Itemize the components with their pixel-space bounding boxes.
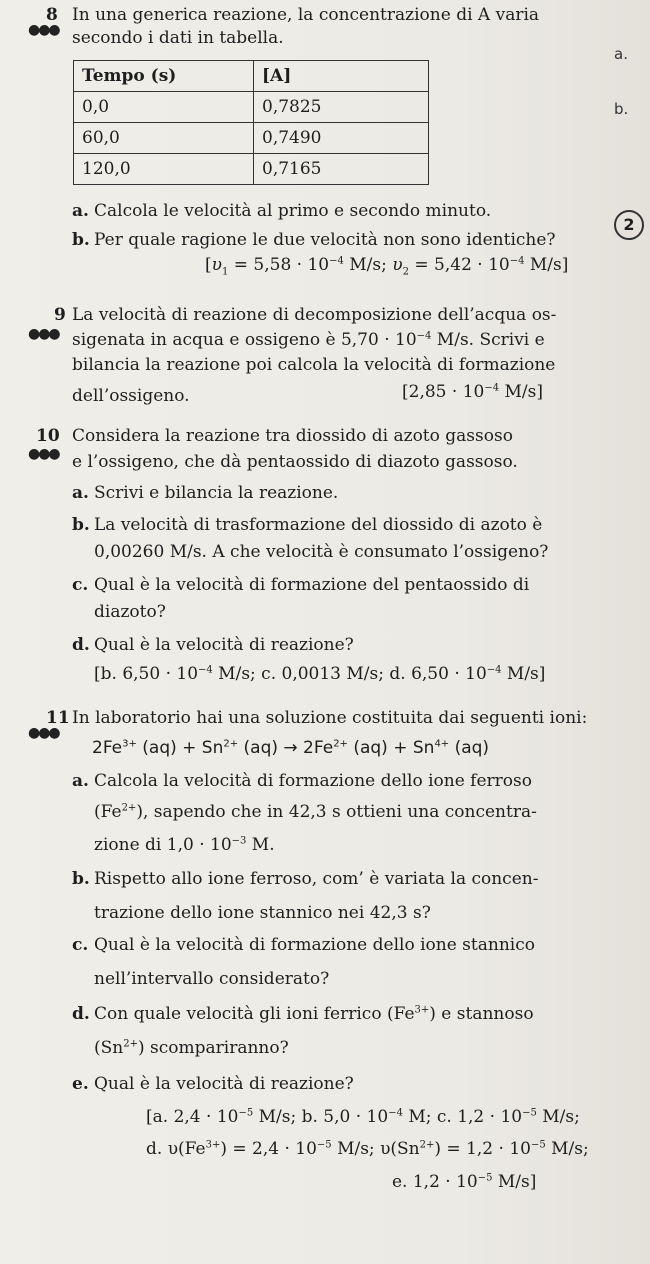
table-cell: 60,0 <box>74 123 254 154</box>
exercise-10-c-text2: diazoto? <box>94 602 166 622</box>
exercise-9-line1: La velocità di reazione di decomposizione dell’acqua os- <box>72 305 557 325</box>
margin-label-a: a. <box>614 45 628 63</box>
exercise-8-number: 8 <box>46 5 58 25</box>
exercise-11-c-text1: Qual è la velocità di formazione dello ione stannico <box>94 935 535 955</box>
exercise-8-line1: In una generica reazione, la concentrazione di A varia <box>72 5 540 25</box>
exercise-8-b-text: Per quale ragione le due velocità non sono identiche? <box>94 230 556 250</box>
exercise-8-b-label: b. <box>72 230 90 250</box>
table-header-cell: [A] <box>254 61 429 92</box>
exercise-11-b-label: b. <box>72 869 90 889</box>
exercise-9-line3: bilancia la reazione poi calcola la velocità di formazione <box>72 355 556 375</box>
exercise-10-number: 10 <box>36 426 60 446</box>
exercise-11-number: 11 <box>46 708 70 728</box>
exercise-11-answer-line3: e. $1,2 \cdot 10^{-5}$ M/s] <box>392 1172 537 1192</box>
exercise-11-answer-line1: [a. $2,4 \cdot 10^{-5}$ M/s; b. $5,0 \cdot 10^{-4}$ M; c. $1,2 \cdot 10^{-5}$ M/s; <box>146 1107 580 1127</box>
exercise-11-a-text3: zione di $1,0 \cdot 10^{-3}$ M. <box>94 835 275 855</box>
exercise-11-d-text2: $(Sn^{2+})$ scompariranno? <box>94 1038 289 1058</box>
exercise-8-a-label: a. <box>72 201 89 221</box>
data-table <box>73 60 429 185</box>
table-cell: 120,0 <box>74 154 254 185</box>
exercise-10-d-label: d. <box>72 635 90 655</box>
exercise-9-answer: [$2,85 \cdot 10^{-4}$ M/s] <box>402 382 543 402</box>
table-row <box>74 154 429 185</box>
exercise-10-a-label: a. <box>72 483 89 503</box>
exercise-11-a-label: a. <box>72 771 89 791</box>
exercise-11-e-label: e. <box>72 1074 89 1094</box>
exercise-11-c-text2: nell’intervallo considerato? <box>94 969 330 989</box>
table-header-cell: Tempo (s) <box>74 61 254 92</box>
margin-badge: 2 <box>614 210 644 240</box>
exercise-10-c-label: c. <box>72 575 89 595</box>
table-header-row <box>74 61 429 92</box>
exercise-11-line1: In laboratorio hai una soluzione costituita dai seguenti ioni: <box>72 708 588 728</box>
table-cell: 0,7165 <box>254 154 429 185</box>
exercise-9-line4: dell’ossigeno. <box>72 386 190 406</box>
exercise-10-line2: e l’ossigeno, che dà pentaossido di diazoto gassoso. <box>72 452 518 472</box>
table-cell: 0,0 <box>74 92 254 123</box>
exercise-11-c-label: c. <box>72 935 89 955</box>
exercise-8-a-text: Calcola le velocità al primo e secondo minuto. <box>94 201 492 221</box>
exercise-10-a-text: Scrivi e bilancia la reazione. <box>94 483 339 503</box>
table-row <box>74 123 429 154</box>
table-cell: 0,7490 <box>254 123 429 154</box>
exercise-11-a-text2: $(Fe^{2+})$, sapendo che in 42,3 s ottieni una concentra- <box>94 802 537 822</box>
exercise-11-b-text1: Rispetto allo ione ferroso, com’ è variata la concen- <box>94 869 539 889</box>
exercise-11-b-text2: trazione dello ione stannico nei 42,3 s? <box>94 903 431 923</box>
exercise-10-b-text2: 0,00260 M/s. A che velocità è consumato l’ossigeno? <box>94 542 549 562</box>
exercise-10-b-text1: La velocità di trasformazione del diossido di azoto è <box>94 515 543 535</box>
exercise-11-equation: $2Fe^{3+}$ $(aq) + Sn^{2+}$ $(aq) \to 2Fe^{2+}$ $(aq) + Sn^{4+}$ (aq) <box>92 738 490 758</box>
exercise-9-line2: sigenata in acqua e ossigeno è $5,70 \cdot 10^{-4}$ M/s. Scrivi e <box>72 330 545 350</box>
exercise-10-line1: Considera la reazione tra diossido di azoto gassoso <box>72 426 513 446</box>
difficulty-dots-8: ●●● <box>28 22 59 38</box>
exercise-11-d-label: d. <box>72 1004 90 1024</box>
exercise-8-answer: [$\upsilon_1 = 5,58 \cdot 10^{-4}$ M/s; $\upsilon_2 = 5,42 \cdot 10^{-4}$ M/s] <box>205 255 569 278</box>
exercise-11-answer-line2: d. $\upsilon(Fe^{3+}) = 2,4 \cdot 10^{-5}$ M/s; $\upsilon(Sn^{2+}) = 1,2 \cdot 10^{-5}$ M/s; <box>146 1139 589 1159</box>
exercise-10-c-text1: Qual è la velocità di formazione del pentaossido di <box>94 575 530 595</box>
difficulty-dots-11: ●●● <box>28 725 59 741</box>
exercise-11-e-text: Qual è la velocità di reazione? <box>94 1074 354 1094</box>
table-cell: 0,7825 <box>254 92 429 123</box>
exercise-10-b-label: b. <box>72 515 90 535</box>
exercise-10-answer: [b. $6,50 \cdot 10^{-4}$ M/s; c. 0,0013 M/s; d. $6,50 \cdot 10^{-4}$ M/s] <box>94 664 546 684</box>
exercise-9-number: 9 <box>54 305 66 325</box>
exercise-11-a-text1: Calcola la velocità di formazione dello ione ferroso <box>94 771 532 791</box>
exercise-10-d-text: Qual è la velocità di reazione? <box>94 635 354 655</box>
difficulty-dots-10: ●●● <box>28 446 59 462</box>
table-row <box>74 92 429 123</box>
exercise-8-line2: secondo i dati in tabella. <box>72 28 284 48</box>
difficulty-dots-9: ●●● <box>28 326 59 342</box>
margin-label-b: b. <box>614 100 629 118</box>
exercise-11-d-text1: Con quale velocità gli ioni ferrico $(Fe^{3+})$ e stannoso <box>94 1004 534 1024</box>
